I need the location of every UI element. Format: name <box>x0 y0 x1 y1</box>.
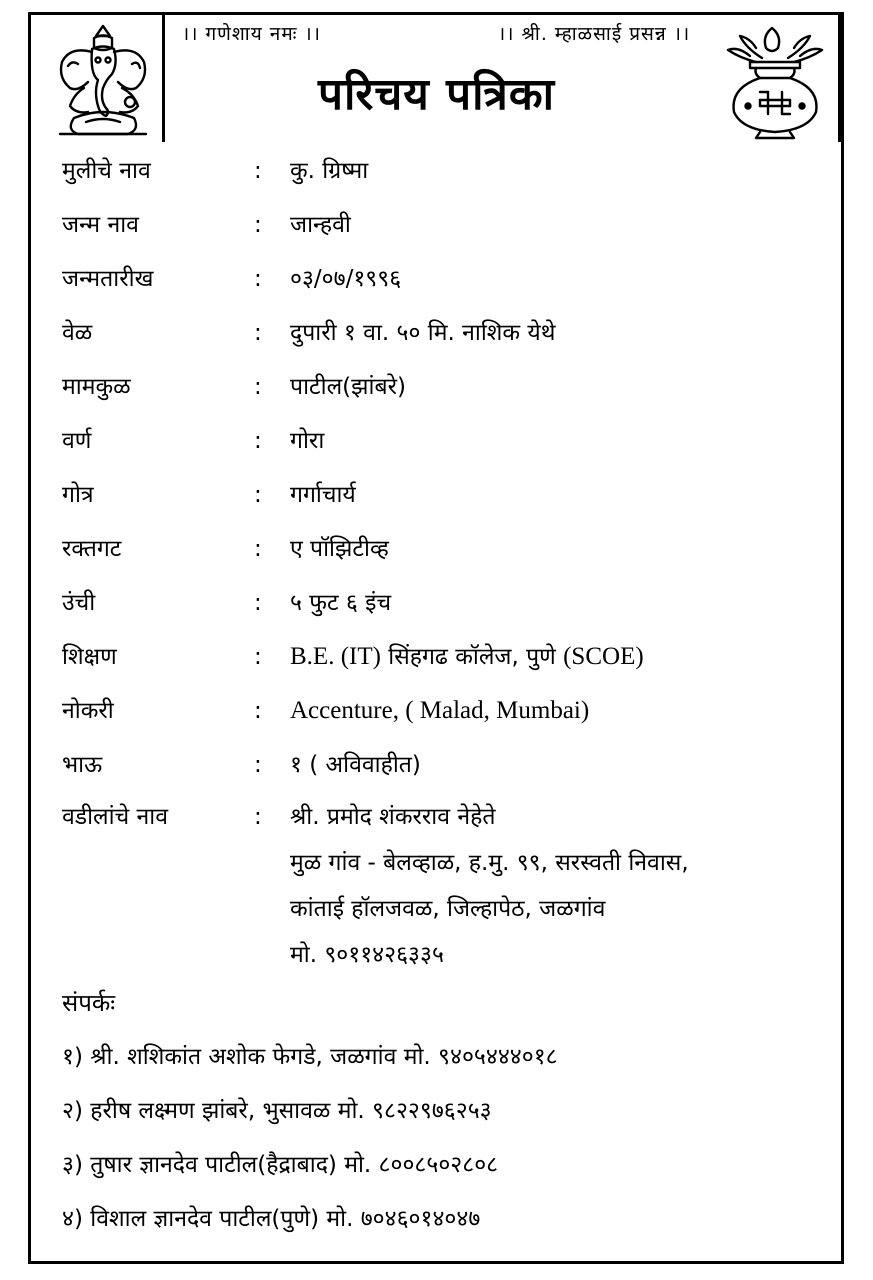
father-address-line: कांताई हॉलजवळ, जिल्हापेठ, जळगांव <box>290 896 606 922</box>
detail-colon: : <box>254 752 262 778</box>
document-border <box>28 12 844 1264</box>
detail-label: गोत्र <box>62 482 94 508</box>
detail-value: जान्हवी <box>290 212 351 238</box>
detail-row-education <box>0 642 873 672</box>
detail-value: गर्गाचार्य <box>290 482 356 508</box>
detail-row-girl-name <box>0 156 873 186</box>
education-college: सिंहगढ कॉलेज, पुणे <box>388 644 556 670</box>
detail-value: ५ फुट ६ इंच <box>290 590 392 616</box>
detail-colon: : <box>254 590 262 616</box>
detail-value: गोरा <box>290 428 325 454</box>
detail-value <box>290 642 644 672</box>
contact-item: १) श्री. शशिकांत अशोक फेगडे, जळगांव मो. ९४०५४४४०१८ <box>62 1044 558 1070</box>
detail-row-maternal-clan <box>0 372 873 402</box>
detail-label: वेळ <box>62 320 93 346</box>
detail-colon: : <box>254 158 262 184</box>
detail-value: कु. ग्रिष्मा <box>290 158 369 184</box>
detail-value: पाटील(झांबरे) <box>290 374 406 400</box>
contacts-heading: संपर्कः <box>62 989 116 1017</box>
detail-value: ए पॉझिटीव्ह <box>290 536 389 562</box>
page-title: परिचय पत्रिका <box>317 69 556 120</box>
detail-row-birth-date <box>0 264 873 294</box>
detail-value: १ ( अविवाहीत) <box>290 752 421 778</box>
detail-row-brother <box>0 750 873 780</box>
ganesha-invocation: ।। गणेशाय नमः ।। <box>182 23 321 45</box>
detail-label: मामकुळ <box>62 374 131 400</box>
detail-row-birth-time <box>0 318 873 348</box>
detail-value: ०३/०७/१९९६ <box>290 266 402 292</box>
detail-label: उंची <box>62 590 96 616</box>
detail-colon: : <box>254 644 262 670</box>
detail-label: जन्म नाव <box>62 212 139 238</box>
detail-row-gotra <box>0 480 873 510</box>
detail-label: शिक्षण <box>62 644 117 670</box>
detail-colon: : <box>254 212 262 238</box>
detail-label: जन्मतारीख <box>62 266 154 292</box>
detail-colon: : <box>254 266 262 292</box>
detail-colon: : <box>254 320 262 346</box>
detail-row-father-name <box>0 802 873 832</box>
detail-row-complexion <box>0 426 873 456</box>
detail-value: दुपारी १ वा. ५० मि. नाशिक येथे <box>290 320 556 346</box>
detail-value: श्री. प्रमोद शंकरराव नेहेते <box>290 804 496 830</box>
detail-row-job <box>0 696 873 726</box>
detail-value: Accenture, ( Malad, Mumbai) <box>290 697 590 724</box>
detail-label: मुलीचे नाव <box>62 158 151 184</box>
detail-colon: : <box>254 374 262 400</box>
father-mobile: मो. ९०११४२६३३५ <box>290 942 444 968</box>
detail-label: वर्ण <box>62 428 92 454</box>
detail-row-height <box>0 588 873 618</box>
detail-colon: : <box>254 428 262 454</box>
mhalsai-invocation: ।। श्री. म्हाळसाई प्रसन्न ।। <box>498 23 691 45</box>
detail-label: नोकरी <box>62 698 114 724</box>
contact-item: ४) विशाल ज्ञानदेव पाटील(पुणे) मो. ७०४६०१४०४७ <box>62 1206 481 1232</box>
contact-item: ३) तुषार ज्ञानदेव पाटील(हैद्राबाद) मो. ८००८५०२८०८ <box>62 1152 499 1178</box>
contact-item: २) हरीष लक्ष्मण झांबरे, भुसावळ मो. ९८२२९७६२५३ <box>62 1098 492 1124</box>
detail-colon: : <box>254 804 262 830</box>
education-college-code: (SCOE) <box>563 643 644 670</box>
detail-row-blood-group <box>0 534 873 564</box>
detail-label: भाऊ <box>62 752 103 778</box>
education-degree: B.E. (IT) <box>290 643 381 670</box>
father-address-line: मुळ गांव - बेलव्हाळ, ह.मु. ९९, सरस्वती निवास, <box>290 850 689 876</box>
detail-colon: : <box>254 698 262 724</box>
detail-colon: : <box>254 482 262 508</box>
detail-label: रक्तगट <box>62 536 122 562</box>
detail-row-birth-name <box>0 210 873 240</box>
detail-label: वडीलांचे नाव <box>62 804 169 830</box>
detail-colon: : <box>254 536 262 562</box>
